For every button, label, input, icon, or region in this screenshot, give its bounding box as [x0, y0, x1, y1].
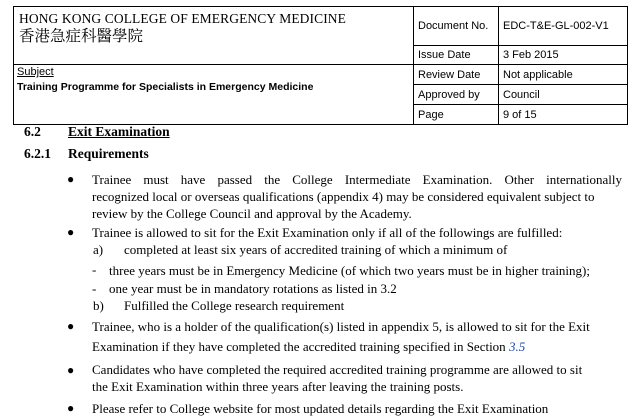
paragraph-line: recognized local or overseas qualifications (appendix 4) may be considered equivalent subject to [92, 189, 595, 204]
list-item-a: completed at least six years of accredited training of which a minimum of [124, 242, 508, 257]
paragraph-line: Please refer to College website for most updated details regarding the Exit Examination [92, 401, 549, 416]
college-name-en: HONG KONG COLLEGE OF EMERGENCY MEDICINE [19, 11, 347, 26]
review-date-value: Not applicable [499, 65, 628, 85]
document-no-label: Document No. [414, 7, 499, 46]
subject-cell [14, 65, 414, 125]
issue-date-value: 3 Feb 2015 [499, 46, 628, 65]
bullet-icon: ● [67, 319, 75, 333]
bullet-icon: ● [67, 401, 75, 415]
paragraph-line [92, 338, 525, 355]
list-item-b: Fulfilled the College research requirement [124, 298, 345, 313]
bullet-icon: ● [67, 225, 75, 239]
paragraph-line: Trainee must have passed the College Intermediate Examination. Other internationally [92, 172, 622, 187]
approved-by-value: Council [499, 85, 628, 105]
paragraph-line: Trainee, who is a holder of the qualification(s) listed in appendix 5, is allowed to sit for the Exit [92, 319, 590, 334]
subject-value: Training Programme for Specialists in Emergency Medicine [17, 81, 314, 93]
paragraph-line: the Exit Examination within three years after leaving the training posts. [92, 379, 464, 394]
section-reference-link[interactable]: 3.5 [508, 339, 526, 354]
subject-label: Subject [17, 66, 54, 78]
section-title: Exit Examination [68, 124, 170, 139]
college-name-cell [14, 7, 414, 65]
dash-icon: - [92, 281, 97, 296]
page-value: 9 of 15 [499, 105, 628, 125]
review-date-label: Review Date [414, 65, 499, 85]
subsection-title: Requirements [68, 146, 149, 161]
section-number: 6.2 [24, 124, 41, 139]
list-label-a: a) [93, 242, 104, 257]
issue-date-label: Issue Date [414, 46, 499, 65]
bullet-icon: ● [67, 172, 75, 186]
document-header-table [13, 6, 628, 125]
college-name-zh: 香港急症科醫學院 [19, 27, 144, 45]
document-no-value: EDC-T&E-GL-002-V1 [499, 7, 628, 46]
paragraph-line: Candidates who have completed the required accredited training programme are allowed to sit [92, 362, 583, 377]
sub-list-item: three years must be in Emergency Medicine (of which two years must be in higher training); [109, 263, 590, 278]
dash-icon: - [92, 262, 97, 277]
paragraph-text: Examination if they have completed the accredited training specified in Section [92, 339, 506, 354]
paragraph-line: Trainee is allowed to sit for the Exit Examination only if all of the followings are fulfilled: [92, 225, 563, 240]
paragraph-line: review by the College Council and approval by the Academy. [92, 206, 412, 221]
approved-by-label: Approved by [414, 85, 499, 105]
bullet-icon: ● [67, 363, 75, 377]
page-label: Page [414, 105, 499, 125]
subsection-number: 6.2.1 [24, 146, 51, 161]
sub-list-item: one year must be in mandatory rotations as listed in 3.2 [109, 281, 397, 296]
list-label-b: b) [93, 298, 104, 313]
